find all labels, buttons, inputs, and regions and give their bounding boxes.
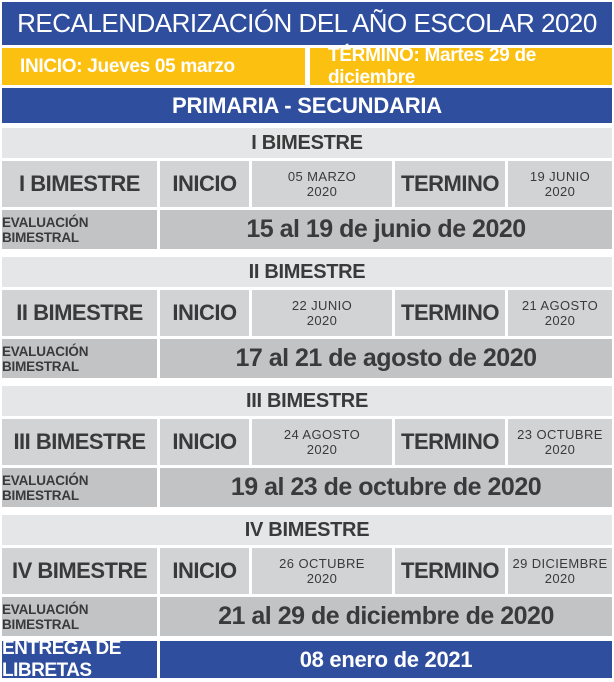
inicio-date-line2: 2020 [306,313,338,328]
evaluacion-row [2,210,612,249]
evaluacion-row [2,597,612,636]
bimestre-row [2,419,612,465]
start-end-banner [2,44,612,88]
termino-date [508,419,612,465]
termino-date-line2: 2020 [544,184,576,199]
termino-date-line2: 2020 [544,313,576,328]
evaluacion-label: EVALUACIÓN BIMESTRAL [2,210,157,249]
inicio-date-line2: 2020 [306,442,338,457]
section-bimestre-3 [2,386,612,507]
evaluacion-range: 19 al 23 de octubre de 2020 [160,468,612,507]
entrega-libretas-date: 08 enero de 2021 [160,641,612,678]
inicio-date-line1: 24 AGOSTO [283,427,361,442]
termino-date [508,161,612,207]
termino-date-line1: 21 AGOSTO [521,298,599,313]
section-bimestre-2 [2,257,612,378]
inicio-label: INICIO [160,161,249,207]
evaluacion-row [2,468,612,507]
bimestre-label: II BIMESTRE [2,290,157,336]
evaluacion-range: 17 al 21 de agosto de 2020 [160,339,612,378]
evaluacion-label: EVALUACIÓN BIMESTRAL [2,339,157,378]
termino-date [508,290,612,336]
termino-date-line2: 2020 [544,442,576,457]
bimestre-row [2,161,612,207]
evaluacion-range: 15 al 19 de junio de 2020 [160,210,612,249]
termino-date-line2: 2020 [544,571,576,586]
entrega-libretas-row [2,637,612,681]
termino-date [508,548,612,594]
inicio-date [252,161,392,207]
inicio-date [252,548,392,594]
bimestre-label: III BIMESTRE [2,419,157,465]
evaluacion-row [2,339,612,378]
evaluacion-label: EVALUACIÓN BIMESTRAL [2,468,157,507]
bimestre-label: IV BIMESTRE [2,548,157,594]
page-title: RECALENDARIZACIÓN DEL AÑO ESCOLAR 2020 [2,2,612,45]
section-bimestre-1 [2,128,612,249]
termino-date-line1: 29 DICIEMBRE [512,556,608,571]
termino-label: TERMINO [395,548,505,594]
inicio-date-line2: 2020 [306,571,338,586]
inicio-banner: INICIO: Jueves 05 marzo [2,48,305,85]
entrega-libretas-label: ENTREGA DE LIBRETAS [2,641,157,678]
inicio-date-line1: 26 OCTUBRE [279,556,365,571]
termino-label: TERMINO [395,419,505,465]
inicio-date-line2: 2020 [306,184,338,199]
section-bimestre-4 [2,515,612,636]
termino-date-line1: 23 OCTUBRE [517,427,603,442]
inicio-label: INICIO [160,419,249,465]
section-title: III BIMESTRE [2,386,612,416]
inicio-label: INICIO [160,290,249,336]
termino-label: TERMINO [395,290,505,336]
bimestre-label: I BIMESTRE [2,161,157,207]
section-title: I BIMESTRE [2,128,612,158]
section-title: IV BIMESTRE [2,515,612,545]
inicio-label: INICIO [160,548,249,594]
section-title: II BIMESTRE [2,257,612,287]
termino-label: TERMINO [395,161,505,207]
bimestre-row [2,548,612,594]
inicio-date-line1: 22 JUNIO [291,298,353,313]
evaluacion-range: 21 al 29 de diciembre de 2020 [160,597,612,636]
inicio-date [252,290,392,336]
bimestre-row [2,290,612,336]
termino-banner: TÉRMINO: Martes 29 de diciembre [310,48,612,85]
inicio-date [252,419,392,465]
termino-date-line1: 19 JUNIO [529,169,591,184]
inicio-date-line1: 05 MARZO [287,169,357,184]
level-header: PRIMARIA - SECUNDARIA [2,88,612,123]
evaluacion-label: EVALUACIÓN BIMESTRAL [2,597,157,636]
